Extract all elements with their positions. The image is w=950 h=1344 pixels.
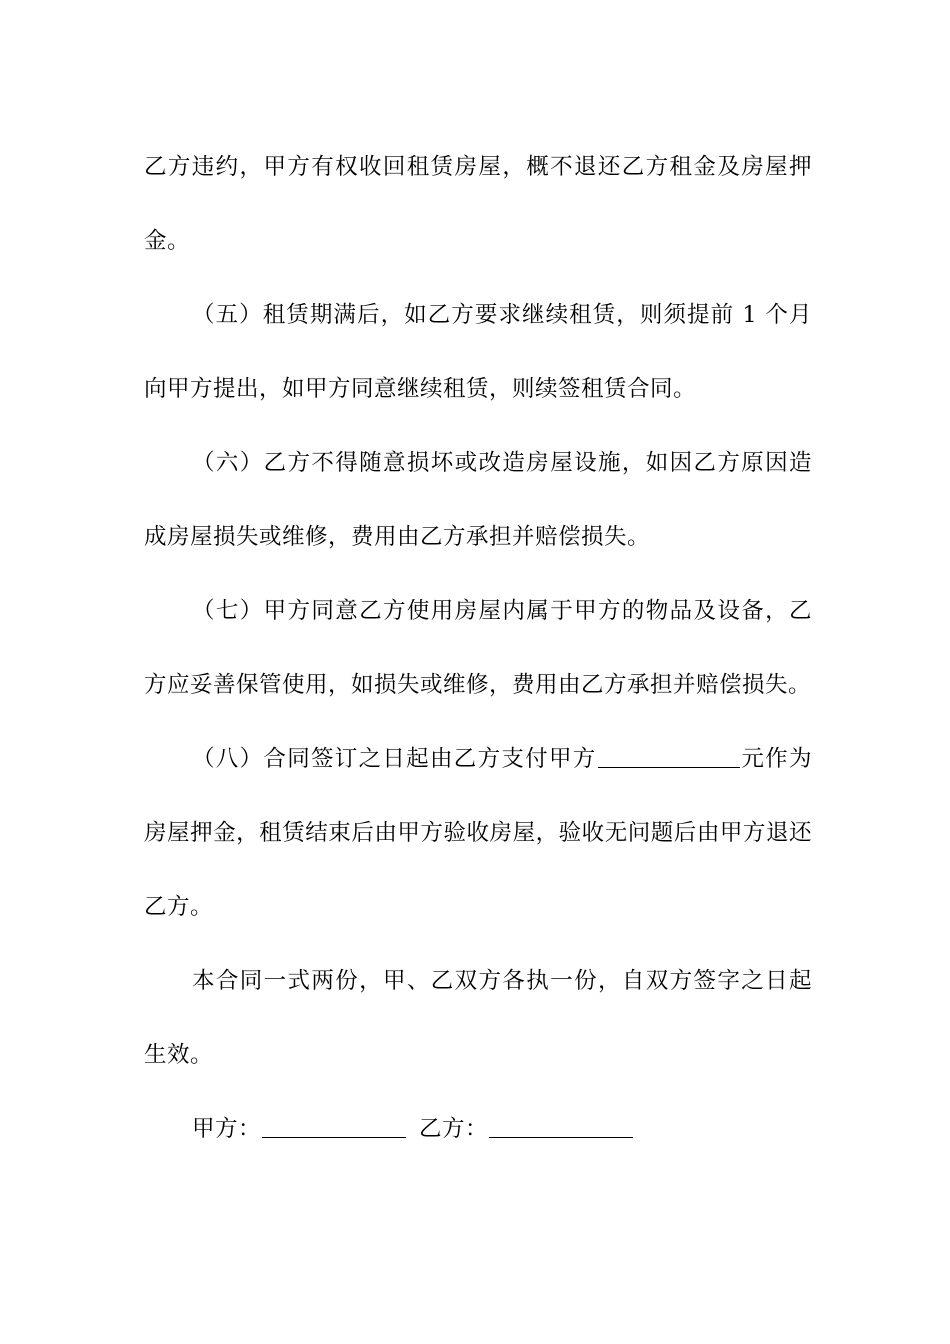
- deposit-text-before: （八）合同签订之日起由乙方支付甲方: [192, 746, 597, 772]
- deposit-text-after: 元作为房屋押金，租赁结束后由甲方验收房屋，验收无问题后由甲方退还乙方。: [144, 746, 812, 920]
- paragraph-clause-7-equipment: （七）甲方同意乙方使用房屋内属于甲方的物品及设备，乙方应妥善保管使用，如损失或维修，费用由乙方承担并赔偿损失。: [144, 598, 812, 698]
- paragraph-breach-clause: 乙方违约，甲方有权收回租赁房屋，概不退还乙方租金及房屋押金。: [144, 154, 812, 254]
- contract-text: [144, 130, 812, 1166]
- paragraph-clause-6-facilities: （六）乙方不得随意损坏或改造房屋设施，如因乙方原因造成房屋损失或维修，费用由乙方承担并赔偿损失。: [144, 450, 812, 550]
- party-a-signature-blank: [262, 1115, 406, 1138]
- paragraph-copies-effective: 本合同一式两份，甲、乙双方各执一份，自双方签字之日起生效。: [144, 968, 812, 1068]
- party-b-label: 乙方：: [419, 1116, 489, 1142]
- party-b-signature-blank: [489, 1115, 633, 1138]
- paragraph-clause-8-deposit: [144, 722, 812, 944]
- signature-line: [144, 1092, 812, 1166]
- paragraph-clause-5-renewal: （五）租赁期满后，如乙方要求继续租赁，则须提前 1 个月向甲方提出，如甲方同意继续租赁，则续签租赁合同。: [144, 302, 812, 402]
- party-a-label: 甲方：: [192, 1116, 262, 1142]
- deposit-amount-blank: [598, 745, 740, 768]
